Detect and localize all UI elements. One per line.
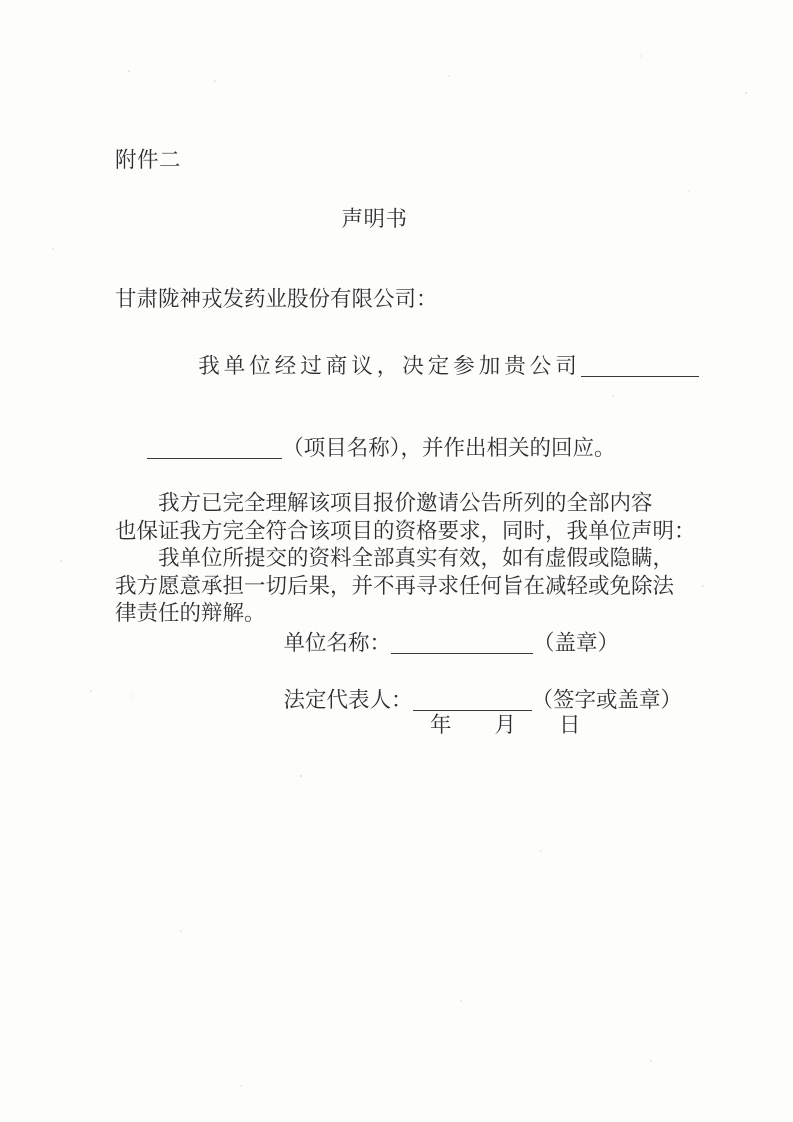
- paragraph-1-line-2: [115, 408, 725, 491]
- paragraph-3-line: 我单位所提交的资料全部真实有效，如有虚假或隐瞒，: [115, 546, 675, 570]
- legal-representative-label: 法定代表人：: [283, 687, 413, 712]
- paragraph-1-line-1: [115, 325, 725, 408]
- representative-sign-note: （签字或盖章）: [531, 687, 683, 712]
- salutation: 甘肃陇神戎发药业股份有限公司：: [115, 287, 438, 311]
- project-name-blank-field: [581, 354, 699, 377]
- paragraph-1-line-2-text: （项目名称），并作出相关的回应。: [282, 436, 616, 460]
- unit-name-label: 单位名称：: [283, 630, 392, 655]
- legal-representative-blank-field: [413, 688, 532, 711]
- paragraph-3-line: 我方愿意承担一切后果，并不再寻求任何旨在减轻或免除法: [115, 573, 675, 598]
- project-name-blank-field-continued: [147, 437, 282, 460]
- unit-seal-note: （盖章）: [533, 630, 620, 655]
- document-title: 声明书: [341, 207, 408, 231]
- date-line: 年 月 日: [430, 713, 581, 737]
- unit-name-blank-field: [391, 631, 533, 654]
- paragraph-2-line: 也保证我方完全符合该项目的资格要求，同时，我单位声明：: [115, 518, 696, 543]
- paragraph-2-line: 我方已完全理解该项目报价邀请公告所列的全部内容: [115, 491, 653, 515]
- paragraph-1-line-1-text: 我单位经过商议，决定参加贵公司: [147, 353, 581, 378]
- paragraph-3-line: 律责任的辩解。: [115, 601, 266, 625]
- document-body: [115, 325, 725, 628]
- scan-noise-speckles: [0, 0, 2, 2]
- attachment-label: 附件二: [115, 148, 182, 172]
